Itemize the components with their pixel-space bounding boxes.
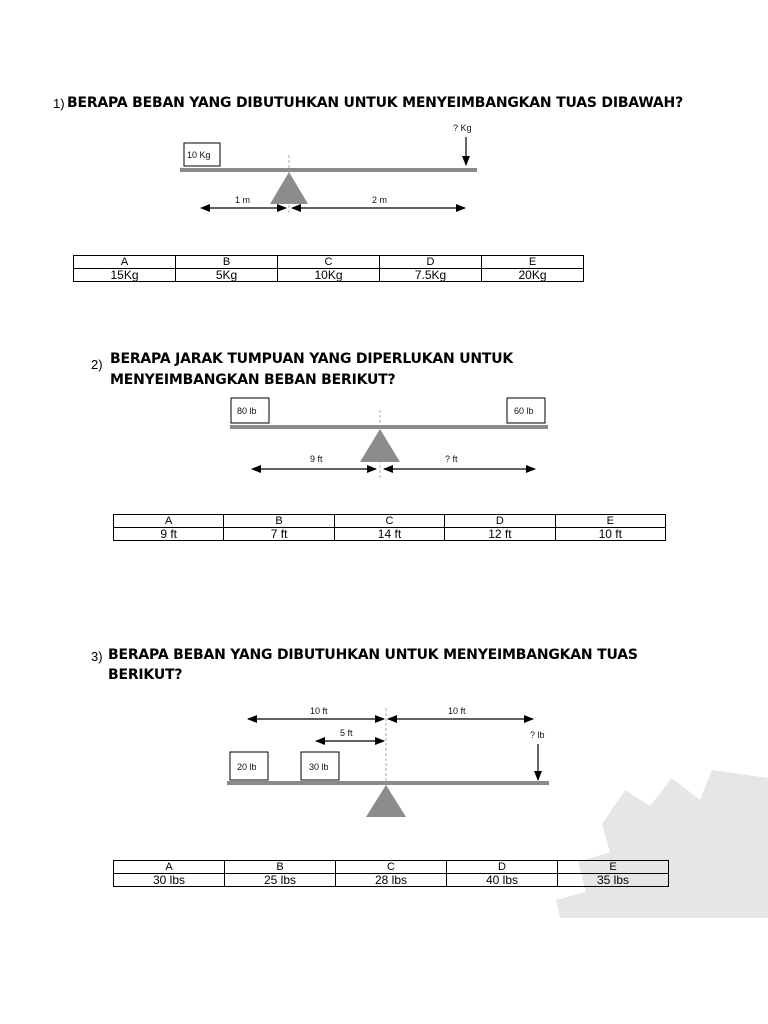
table-row <box>114 874 669 887</box>
question-3-beam <box>227 781 549 785</box>
question-3-load-2-label: 30 lb <box>309 762 329 772</box>
question-1-left-load-label: 10 Kg <box>187 150 211 160</box>
option-letter: B <box>176 256 278 269</box>
option-letter: B <box>225 861 336 874</box>
question-1-right-distance-label: 2 m <box>372 195 388 205</box>
option-value[interactable]: 14 ft <box>334 528 444 541</box>
option-letter: D <box>380 256 482 269</box>
question-2-number: 2) <box>91 357 103 372</box>
question-3-right-load-label: ? lb <box>530 730 545 740</box>
option-value[interactable]: 7 ft <box>224 528 334 541</box>
question-1-left-distance-label: 1 m <box>235 195 251 205</box>
option-letter: B <box>224 515 334 528</box>
question-2-right-load-label: 60 lb <box>514 406 534 416</box>
option-letter: C <box>334 515 444 528</box>
option-letter: D <box>447 861 558 874</box>
option-letter: E <box>482 256 584 269</box>
option-value[interactable]: 9 ft <box>114 528 224 541</box>
option-letter: C <box>278 256 380 269</box>
question-3-inner-distance-label: 5 ft <box>340 728 353 738</box>
option-value[interactable]: 10 ft <box>555 528 665 541</box>
question-2-left-load-label: 80 lb <box>237 406 257 416</box>
question-1-text: BERAPA BEBAN YANG DIBUTUHKAN UNTUK MENYEIMBANGKAN TUAS DIBAWAH? <box>67 95 683 111</box>
question-2-text-line-1: BERAPA JARAK TUMPUAN YANG DIPERLUKAN UNTUK <box>110 351 514 367</box>
question-3-number: 3) <box>91 649 103 664</box>
option-value[interactable]: 5Kg <box>176 269 278 282</box>
question-3-left-distance-label: 10 ft <box>310 706 328 716</box>
option-letter: A <box>114 515 224 528</box>
option-value[interactable]: 12 ft <box>445 528 555 541</box>
table-header-row <box>114 861 669 874</box>
question-2-text-line-2: MENYEIMBANGKAN BEBAN BERIKUT? <box>110 372 396 388</box>
option-value[interactable]: 40 lbs <box>447 874 558 887</box>
question-1-number: 1) <box>53 96 65 111</box>
question-2-right-distance-label: ? ft <box>445 454 458 464</box>
question-3-right-distance-label: 10 ft <box>448 706 466 716</box>
option-value[interactable]: 10Kg <box>278 269 380 282</box>
question-3-answer-table <box>113 860 669 887</box>
option-value[interactable]: 35 lbs <box>558 874 669 887</box>
question-3-text-line-2: BERIKUT? <box>108 667 183 683</box>
option-value[interactable]: 30 lbs <box>114 874 225 887</box>
question-3-text-line-1: BERAPA BEBAN YANG DIBUTUHKAN UNTUK MENYEIMBANGKAN TUAS <box>108 647 638 663</box>
option-value[interactable]: 20Kg <box>482 269 584 282</box>
option-value[interactable]: 28 lbs <box>336 874 447 887</box>
option-letter: C <box>336 861 447 874</box>
option-letter: E <box>555 515 665 528</box>
option-letter: E <box>558 861 669 874</box>
option-letter: A <box>74 256 176 269</box>
question-2-left-distance-label: 9 ft <box>310 454 323 464</box>
option-value[interactable]: 25 lbs <box>225 874 336 887</box>
question-3-fulcrum-icon <box>366 785 406 817</box>
option-value[interactable]: 15Kg <box>74 269 176 282</box>
question-1-right-load-label: ? Kg <box>453 123 472 133</box>
question-3-load-1-label: 20 lb <box>237 762 257 772</box>
option-letter: D <box>445 515 555 528</box>
option-letter: A <box>114 861 225 874</box>
option-value[interactable]: 7.5Kg <box>380 269 482 282</box>
